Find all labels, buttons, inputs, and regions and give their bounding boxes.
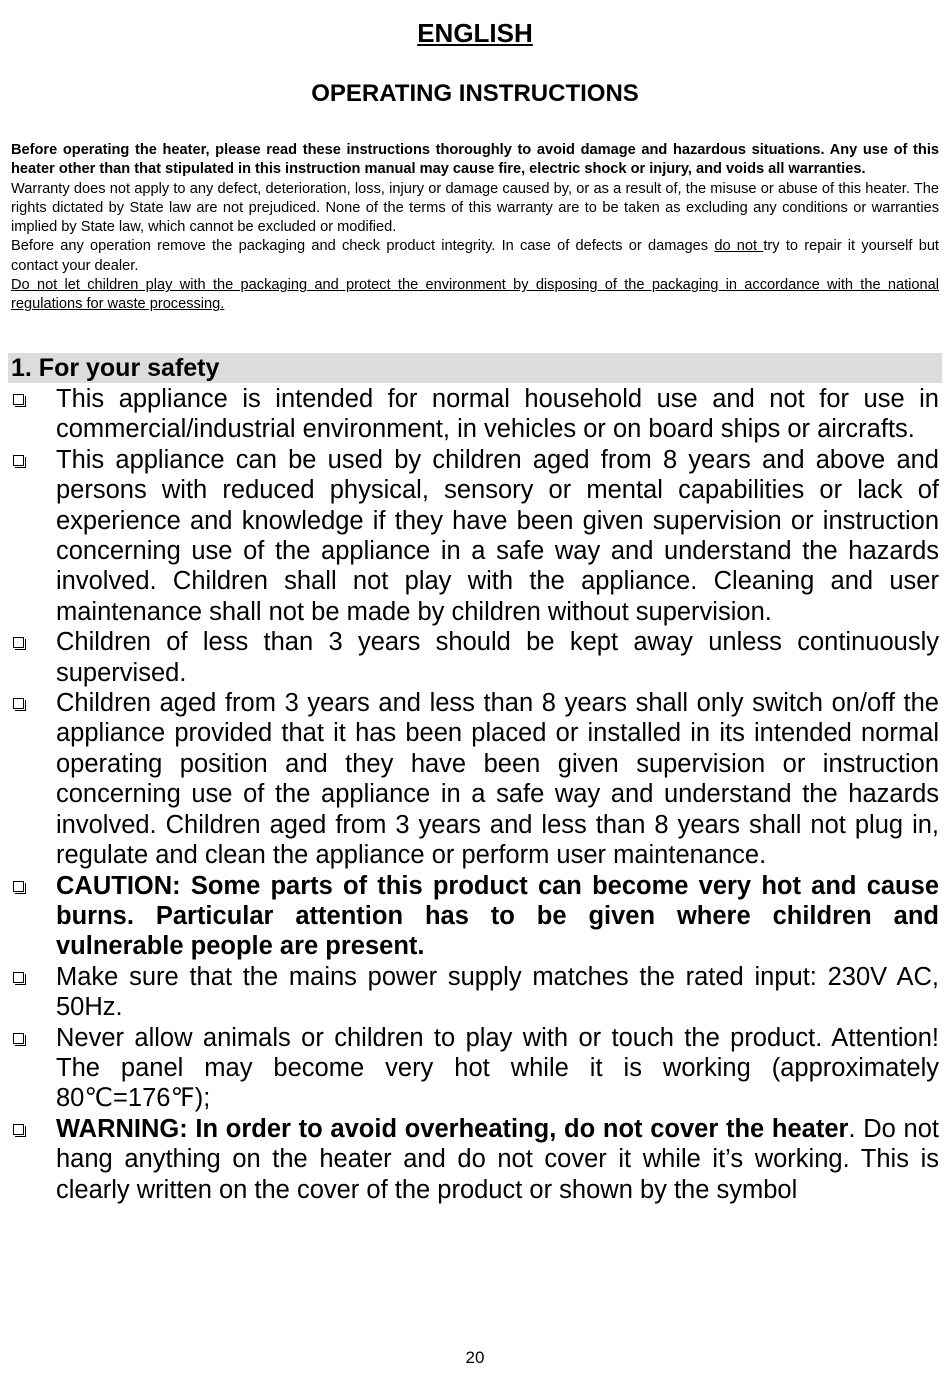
checkbox-bullet-icon [13,637,24,648]
page-title: OPERATING INSTRUCTIONS [311,80,639,107]
list-item-text: Never allow animals or children to play with or touch the product. Attention! The panel may become very hot while it is working (approximately 80℃=176℉); [56,1023,939,1113]
section-title: 1. For your safety [11,354,220,382]
safety-list [11,384,939,1205]
list-item [11,445,939,627]
section-header [8,353,942,383]
packaging-text-before: Before any operation remove the packaging and check product integrity. In case of defects or damages [11,238,715,255]
caution-text: CAUTION: Some parts of this product can become very hot and cause burns. Particular attention has to be given where children and vulnerable people are present. [56,871,939,961]
list-item [11,1023,939,1114]
packaging-do-not: do not [714,238,764,255]
language-title: ENGLISH [417,18,533,48]
checkbox-bullet-icon [13,698,24,709]
checkbox-bullet-icon [13,394,24,405]
checkbox-bullet-icon [13,881,24,892]
warning-bold-text: WARNING: In order to avoid overheating, do not cover the heater [56,1114,849,1143]
list-item [11,1114,939,1205]
children-packaging-paragraph: Do not let children play with the packaging and protect the environment by disposing of the packaging in accordance with the national regulations for waste processing. [11,277,939,313]
intro-block [11,141,939,315]
checkbox-bullet-icon [13,972,24,983]
list-item-text: This appliance can be used by children aged from 8 years and above and persons with reduced physical, sensory or mental capabilities or lack of experience and knowledge if they have been given supervision or instruction concerning use of the appliance in a safe way and understand the hazards involved. Children shall not play with the appliance. Cleaning and user maintenance shall not be made by children without supervision. [56,445,939,626]
list-item-text: This appliance is intended for normal household use and not for use in commercial/industrial environment, in vehicles or on board ships or aircrafts. [56,385,939,444]
checkbox-bullet-icon [13,1124,24,1135]
list-item-text: Children aged from 3 years and less than 8 years shall only switch on/off the appliance provided that it has been placed or installed in its intended normal operating position and they have been given supervision or instruction concerning use of the appliance in a safe way and understand the hazards involved. Children aged from 3 years and less than 8 years shall not plug in, regulate and clean the appliance or perform user maintenance. [56,689,939,870]
warning-text: . Do not hang anything on the heater and do not cover it while it’s working. This is clearly written on the cover of the product or shown by the symbol [56,1114,939,1204]
packaging-text-after: try to repair it yourself but contact your dealer. [11,238,939,274]
list-item [11,384,939,445]
list-item [11,962,939,1023]
checkbox-bullet-icon [13,455,24,466]
list-item [11,627,939,688]
list-item-text: Children of less than 3 years should be kept away unless continuously supervised. [56,628,939,687]
checkbox-bullet-icon [13,1033,24,1044]
packaging-paragraph [11,237,939,276]
warranty-paragraph: Warranty does not apply to any defect, deterioration, loss, injury or damage caused by, or as a result of, the misuse or abuse of this heater. The rights dictated by State law are not prejudiced. None of the terms of this warranty are to be taken as excluding any conditions or warranties implied by State law, which cannot be excluded or modified. [11,180,939,236]
page-number: 20 [465,1348,485,1367]
intro-warning: Before operating the heater, please read these instructions thoroughly to avoid damage and hazardous situations. Any use of this heater other than that stipulated in this instruction manual may cause fire, electric shock or injury, and voids all warranties. [11,142,939,178]
list-item [11,871,939,962]
list-item-text: Make sure that the mains power supply matches the rated input: 230V AC, 50Hz. [56,962,939,1022]
list-item [11,688,939,870]
